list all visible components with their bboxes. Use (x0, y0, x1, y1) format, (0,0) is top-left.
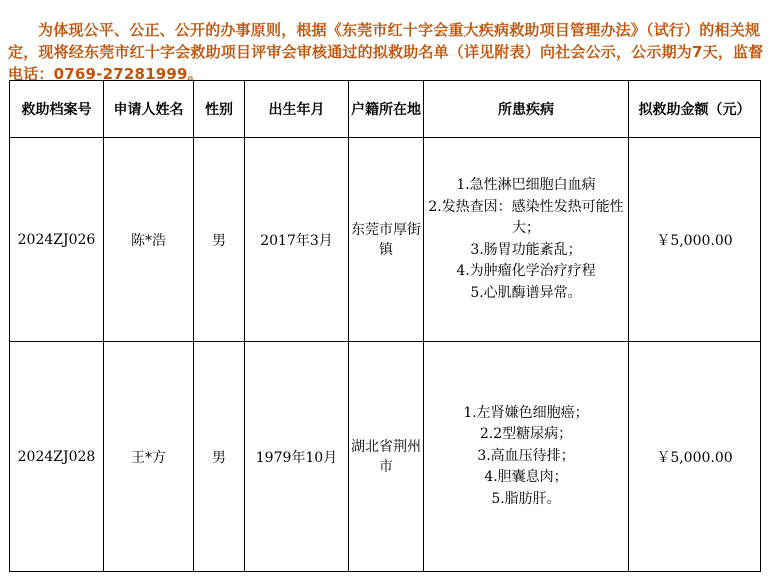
cell-household-place: 湖北省荆州市 (349, 342, 424, 572)
table-row (10, 342, 761, 572)
disease-item: 5.心肌酶谱异常。 (470, 284, 582, 301)
header-household-place: 户籍所在地 (349, 81, 424, 138)
cell-file-no: 2024ZJ028 (10, 342, 104, 572)
cell-birth-date: 1979年10月 (245, 342, 349, 572)
header-aid-amount: 拟救助金额（元） (629, 81, 761, 138)
cell-gender: 男 (194, 138, 245, 342)
table-header-row (10, 81, 761, 138)
disease-item: 1.左肾嫌色细胞癌； (463, 404, 589, 421)
public-notice-text: 为体现公平、公正、公开的办事原则，根据《东莞市红十字会重大疾病救助项目管理办法》（试行）的相关规定，现将经东莞市红十字会救助项目评审会审核通过的拟救助名单（详见附表）向社会公示，公示期为7天，监督电话：0769-27281999。 (8, 21, 764, 83)
disease-item: 4.为肿瘤化学治疗疗程 (456, 263, 596, 279)
cell-household-place: 东莞市厚街镇 (349, 138, 424, 342)
cell-applicant-name: 王*方 (104, 342, 194, 572)
cell-diseases (424, 342, 629, 572)
cell-aid-amount: ￥5,000.00 (629, 342, 761, 572)
disease-item: 5.脂肪肝。 (491, 490, 561, 507)
disease-list (424, 175, 628, 304)
header-diseases: 所患疾病 (424, 81, 629, 138)
disease-item: 2.2型糖尿病； (479, 426, 573, 443)
header-gender: 性别 (194, 81, 245, 138)
cell-aid-amount: ￥5,000.00 (629, 138, 761, 342)
disease-item: 2.发热查因：感染性发热可能性大； (428, 198, 624, 236)
cell-applicant-name: 陈*浩 (104, 138, 194, 342)
disease-item: 3.肠胃功能紊乱； (470, 241, 582, 258)
aid-recipients-table (9, 80, 761, 572)
cell-birth-date: 2017年3月 (245, 138, 349, 342)
disease-item: 1.急性淋巴细胞白血病 (456, 177, 596, 193)
disease-item: 4.胆囊息肉； (484, 469, 568, 486)
cell-gender: 男 (194, 342, 245, 572)
disease-list (424, 403, 628, 511)
header-birth-date: 出生年月 (245, 81, 349, 138)
disease-item: 3.高血压待排； (477, 447, 575, 464)
cell-diseases (424, 138, 629, 342)
table-row (10, 138, 761, 342)
header-file-no: 救助档案号 (10, 81, 104, 138)
header-applicant-name: 申请人姓名 (104, 81, 194, 138)
cell-file-no: 2024ZJ026 (10, 138, 104, 342)
